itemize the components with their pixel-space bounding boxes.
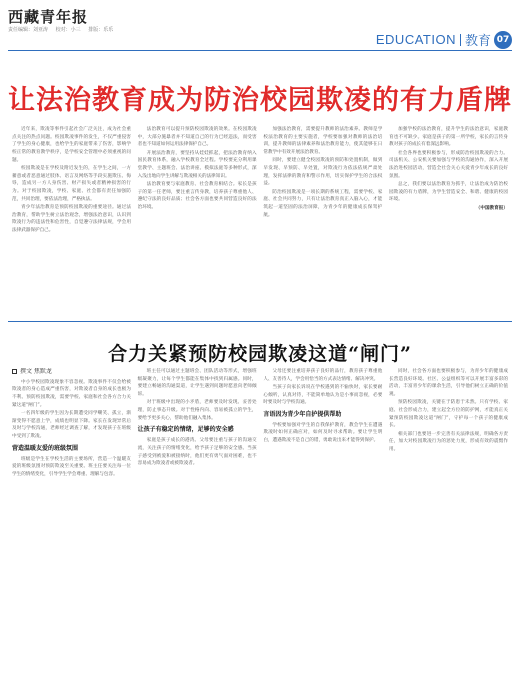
paragraph: 防治校园欺凌是一项长期的系统工程，需要学校、家庭、社会共同努力，只有让法治教育真正入脑入心，才能筑起一道坚固的法治屏障，为青少年的健康成长保驾护航。 (263, 189, 383, 218)
paragraph: 班主任可以通过主题班会、团队活动等形式，增强班级凝聚力，让每个学生都能在集体中找到归属感。同时，要建立畅通的沟通渠道，让学生遇到问题时愿意向老师倾诉。 (137, 369, 257, 398)
paragraph: 青少年法治教育是预防校园欺凌的重要途径。通过法治教育，帮助学生树立法治观念，增强法治意识，认识到欺凌行为的违法性和危害性，自觉遵守法律法规，学会用法律武器保护自己。 (12, 205, 131, 234)
article1-column (389, 126, 508, 316)
paragraph: 法治教育要与家庭教育、社会教育相结合。家长是孩子的第一任老师，要注重言传身教，培养孩子尊重他人、遵纪守法的良好品质；社会各方面也要共同营造良好的法治环境。 (137, 181, 257, 211)
article2-headline: 合力关紧预防校园欺凌这道“闸门” (108, 343, 412, 365)
paragraph: 一名四年级的学生因为长期遭受同学嘲笑、孤立，渐渐变得不愿意上学，成绩也明显下降。家长在发现异常后及时与学校沟通，老师经过调查了解，才发现孩子在班级中受到了欺凌。 (12, 411, 131, 440)
paragraph: 预防校园欺凌，关键在于防患于未然。只有学校、家庭、社会形成合力，建立起全方位的防护网，才能真正关紧预防校园欺凌这道“闸门”，守护每一个孩子的健康成长。 (388, 400, 508, 429)
article1-headline: 让法治教育成为防治校园欺凌的有力盾牌 (8, 85, 512, 116)
paragraph: 总之，我们要以法治教育为抓手，让法治成为防治校园欺凌的有力盾牌，为学生营造安全、和谐、健康的校园环境。 (388, 181, 508, 203)
article1-body (12, 126, 508, 316)
section-tab (376, 30, 512, 49)
article2-column (138, 368, 257, 690)
paragraph: 中小学校园欺凌现象不容忽视。欺凌事件不仅会给被欺凌者的身心造成严重伤害，对欺凌者自身的成长也极为不利。预防校园欺凌，需要学校、家庭和社会各方合力关紧这道“闸门”。 (12, 379, 131, 408)
article1-source: （中国教育报） (475, 205, 508, 211)
article1-column (263, 126, 382, 316)
article2-column (389, 368, 508, 690)
paragraph: 家庭是孩子成长的港湾。父母要注重与孩子的沟通交流，关注孩子的情绪变化，给予孩子足够的安全感。当孩子感受到被爱和被接纳时，他们更有勇气面对困难，也不容易成为欺凌者或被欺凌者。 (137, 438, 257, 467)
article2-column (263, 368, 382, 690)
section-label-en: EDUCATION (375, 32, 456, 47)
article2-body (12, 368, 508, 690)
article-divider (8, 321, 512, 322)
page-number-badge: 07 (494, 31, 512, 49)
paragraph: 校园欺凌是在学校及附近发生的，在学生之间，一方蓄意或者恶意通过肢体、语言及网络等手段实施欺压、侮辱，造成另一方人身伤害、财产损失或者精神损害的行为。对于校园欺凌，学校、家庭、社会都有责任加强防范，共同治理，要依法治理，严格执法。 (12, 166, 131, 202)
editor-credit: 责任编辑：刘亚涛 (8, 27, 49, 33)
proofreader-credit: 校对：小三 (55, 27, 81, 33)
header-rule (8, 50, 512, 51)
paragraph: 近年来，欺凌等事件引起社会广泛关注，成为社会重点关注的热点问题。校园欺凌事件的发生，不仅严重侵害了学生的身心健康，也给学生的家庭带来了伤害，影响学校正常的教育教学秩序，是学校安全管理中必须重视的问题。 (12, 127, 131, 163)
paragraph: 父母还要注重培养孩子良好的品行，教育孩子尊重他人、友善待人，学会用恰当的方式表达情绪、解决冲突。 (263, 369, 383, 382)
article1-column (12, 126, 131, 316)
section-label-cn: 教育 (464, 34, 491, 49)
byline-text: 撰文 焦默龙 (20, 368, 52, 375)
header-meta (8, 26, 119, 33)
article1-column (138, 126, 257, 316)
section-divider (460, 34, 461, 46)
paragraph: 加强学校的法治教育，提升学生的法治意识，家庭教育也不可缺少。家庭是孩子的第一所学校，家长的言传身教对孩子的成长有着深远影响。 (388, 127, 508, 148)
subheading: 营造温暖友爱的班级氛围 (12, 444, 79, 452)
masthead: 西藏青年报 (8, 8, 89, 26)
paragraph: 社会各界也要积极参与，形成防治校园欺凌的合力。司法机关、公安机关要加强与学校的沟通协作，深入开展法治进校园活动，营造全社会关心关爱青少年成长的良好氛围。 (388, 150, 508, 179)
paragraph: 班级是学生在学校生活的主要场所，营造一个温暖友爱的班级氛围对预防欺凌至关重要。班主任要关注每一位学生的情绪变化，引导学生学会尊重、理解与包容。 (12, 456, 131, 477)
subheading: 言语因为青少年自护提供帮助 (263, 411, 342, 419)
paragraph: 对于班级中出现的小矛盾，老师要及时发现、妥善处理，防止事态升级。对于性格内向、容易被孤立的学生，要给予更多关心，帮助他们融入集体。 (137, 400, 257, 421)
paragraph: 同时，社会各方面也要积极参与，为青少年的健康成长营造良好环境。社区、公益组织等可以开展丰富多彩的活动，丰富青少年的课余生活，引导他们树立正确的价值观。 (388, 369, 508, 398)
paragraph: 同时，要建立健全校园欺凌的预防和处置机制，做到早发现、早预防、早处置，对欺凌行为依法依规严肃处理，发挥法律的教育和警示作用，切实保护学生的合法权益。 (263, 158, 383, 187)
paragraph: 开展法治教育，要坚持从娃娃抓起，把法治教育纳入国民教育体系，融入学校教育全过程。学校要充分利用课堂教学、主题班会、法治讲座、模拟法庭等多种形式，深入浅出地向学生讲解与欺凌相关的法律知识。 (137, 150, 257, 179)
article2-column (12, 368, 131, 690)
paragraph: 法治教育可以提升预防校园欺凌的效果。在校园欺凌中，大部分施暴者并不知道自己的行为已经违法，而受害者也不知道如何运用法律保护自己。 (137, 127, 257, 148)
byline (12, 368, 131, 376)
subheading: 让孩子有稳定的情绪，足够的安全感 (137, 426, 234, 434)
layout-credit: 排版：乐乐 (88, 27, 114, 33)
paragraph: 学校要加强对学生的自我保护教育，教会学生在遭遇欺凌时如何正确应对，如何及时寻求帮助。要让学生明白，遭遇欺凌不是自己的错，勇敢说出来才能得到保护。 (263, 422, 383, 444)
paragraph: 加强法治教育，需要提升教师的法治素养。教师是学校法治教育的主要实施者，学校要加强对教师的法治培训，提升教师的法律素养和法治教育能力，使其能够在日常教学中有效开展法治教育。 (263, 127, 383, 156)
paragraph: 相关部门也要进一步完善有关法律法规，明确各方责任，加大对校园欺凌行为的惩处力度，形成有效的震慑作用。 (388, 431, 508, 453)
byline-box-icon (12, 369, 17, 374)
paragraph: 当孩子向家长诉说在学校遇到的不愉快时，家长要耐心倾听，认真对待，不能简单地认为是小事而忽视，必要时要及时与学校沟通。 (263, 384, 383, 406)
